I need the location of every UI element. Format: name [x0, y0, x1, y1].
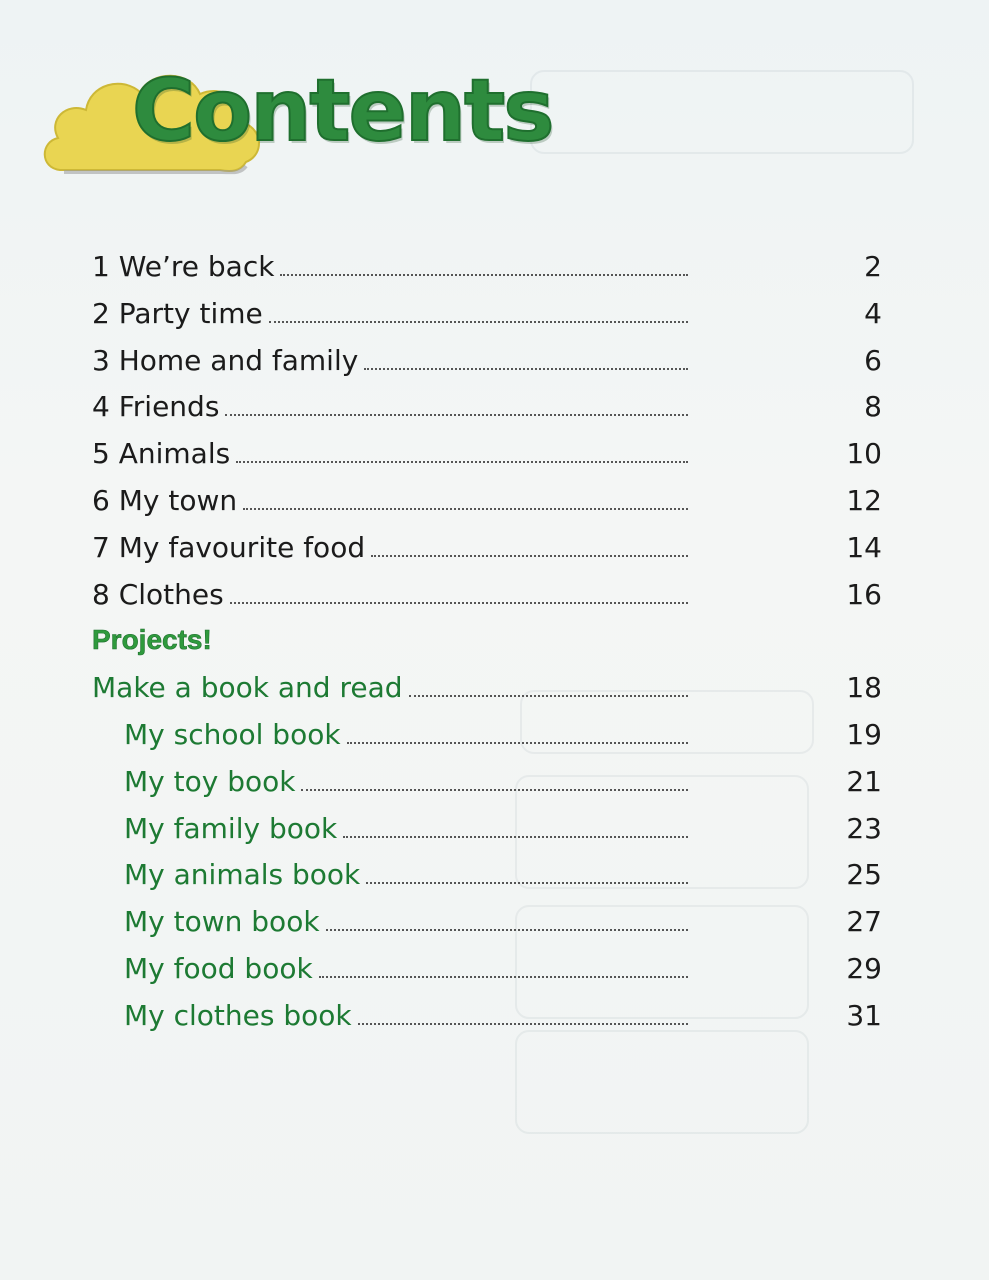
- toc-entry[interactable]: [92, 390, 882, 437]
- dot-leader: [364, 368, 798, 376]
- projects-heading: Projects!: [92, 624, 212, 656]
- dot-leader: [225, 414, 798, 422]
- toc-entry-project-book[interactable]: [92, 858, 882, 905]
- toc-entry[interactable]: [92, 297, 882, 344]
- dot-leader: [319, 976, 798, 984]
- bleed-through-box: [530, 70, 914, 154]
- toc-entry-page: 31: [846, 998, 882, 1032]
- header: [40, 40, 560, 180]
- dot-leader: [409, 695, 798, 703]
- toc-entry-project-book[interactable]: [92, 999, 882, 1046]
- toc-entry-page: 16: [846, 577, 882, 611]
- toc-entry-label: 8 Clothes: [92, 577, 224, 611]
- toc-entry-page: 19: [846, 717, 882, 751]
- toc-entry-page: 4: [864, 296, 882, 330]
- dot-leader: [358, 1023, 798, 1031]
- dot-leader: [347, 742, 798, 750]
- toc-entry-label: 6 My town: [92, 483, 238, 517]
- toc-entry-label: 7 My favourite food: [92, 530, 366, 564]
- toc-entry-page: 18: [846, 671, 882, 705]
- toc-entry-page: 12: [846, 483, 882, 517]
- toc-entry-project-book[interactable]: [92, 718, 882, 765]
- toc-entry-label: My family book: [124, 811, 338, 845]
- toc-entry-label: My school book: [124, 717, 341, 751]
- toc-entry-label: 2 Party time: [92, 296, 263, 330]
- dot-leader: [366, 882, 798, 890]
- toc-entry-page: 21: [846, 764, 882, 798]
- toc-entry-label: 3 Home and family: [92, 343, 359, 377]
- toc-entry-label: Make a book and read: [92, 671, 403, 705]
- dot-leader: [243, 508, 798, 516]
- dot-leader: [269, 321, 798, 329]
- dot-leader: [236, 461, 798, 469]
- toc-entry-project[interactable]: [92, 671, 882, 718]
- toc-entry[interactable]: [92, 250, 882, 297]
- toc-entry[interactable]: [92, 344, 882, 391]
- toc-entry-page: 2: [864, 250, 882, 283]
- toc-entry-label: 4 Friends: [92, 390, 220, 424]
- table-of-contents: [92, 250, 882, 1046]
- toc-entry-label: My town book: [124, 905, 320, 939]
- toc-entry-label: My toy book: [124, 764, 296, 798]
- toc-entry[interactable]: [92, 578, 882, 625]
- dot-leader: [230, 602, 798, 610]
- dot-leader: [326, 929, 798, 937]
- toc-entry-label: My clothes book: [124, 998, 352, 1032]
- toc-entry-page: 29: [846, 951, 882, 985]
- toc-entry-label: 5 Animals: [92, 437, 231, 471]
- toc-entry-project-book[interactable]: [92, 952, 882, 999]
- toc-entry-project-book[interactable]: [92, 905, 882, 952]
- toc-entry-page: 25: [846, 858, 882, 892]
- toc-entry-page: 23: [846, 811, 882, 845]
- toc-entry-project-book[interactable]: [92, 765, 882, 812]
- dot-leader: [343, 836, 798, 844]
- toc-entry-label: My animals book: [124, 858, 361, 892]
- toc-entry[interactable]: [92, 484, 882, 531]
- toc-entry-page: 8: [864, 390, 882, 424]
- toc-entry[interactable]: [92, 531, 882, 578]
- toc-entry-page: 6: [864, 343, 882, 377]
- toc-entry-label: My food book: [124, 951, 313, 985]
- bleed-through-box: [515, 1030, 809, 1134]
- toc-entry-page: 14: [846, 530, 882, 564]
- toc-entry-page: 10: [846, 437, 882, 471]
- toc-entry-project-book[interactable]: [92, 812, 882, 859]
- page-title: Contents: [132, 61, 553, 161]
- toc-entry-page: 27: [846, 905, 882, 939]
- toc-entry-label: 1 We’re back: [92, 250, 275, 283]
- dot-leader: [280, 274, 798, 282]
- toc-entry[interactable]: [92, 437, 882, 484]
- dot-leader: [371, 555, 798, 563]
- dot-leader: [301, 789, 798, 797]
